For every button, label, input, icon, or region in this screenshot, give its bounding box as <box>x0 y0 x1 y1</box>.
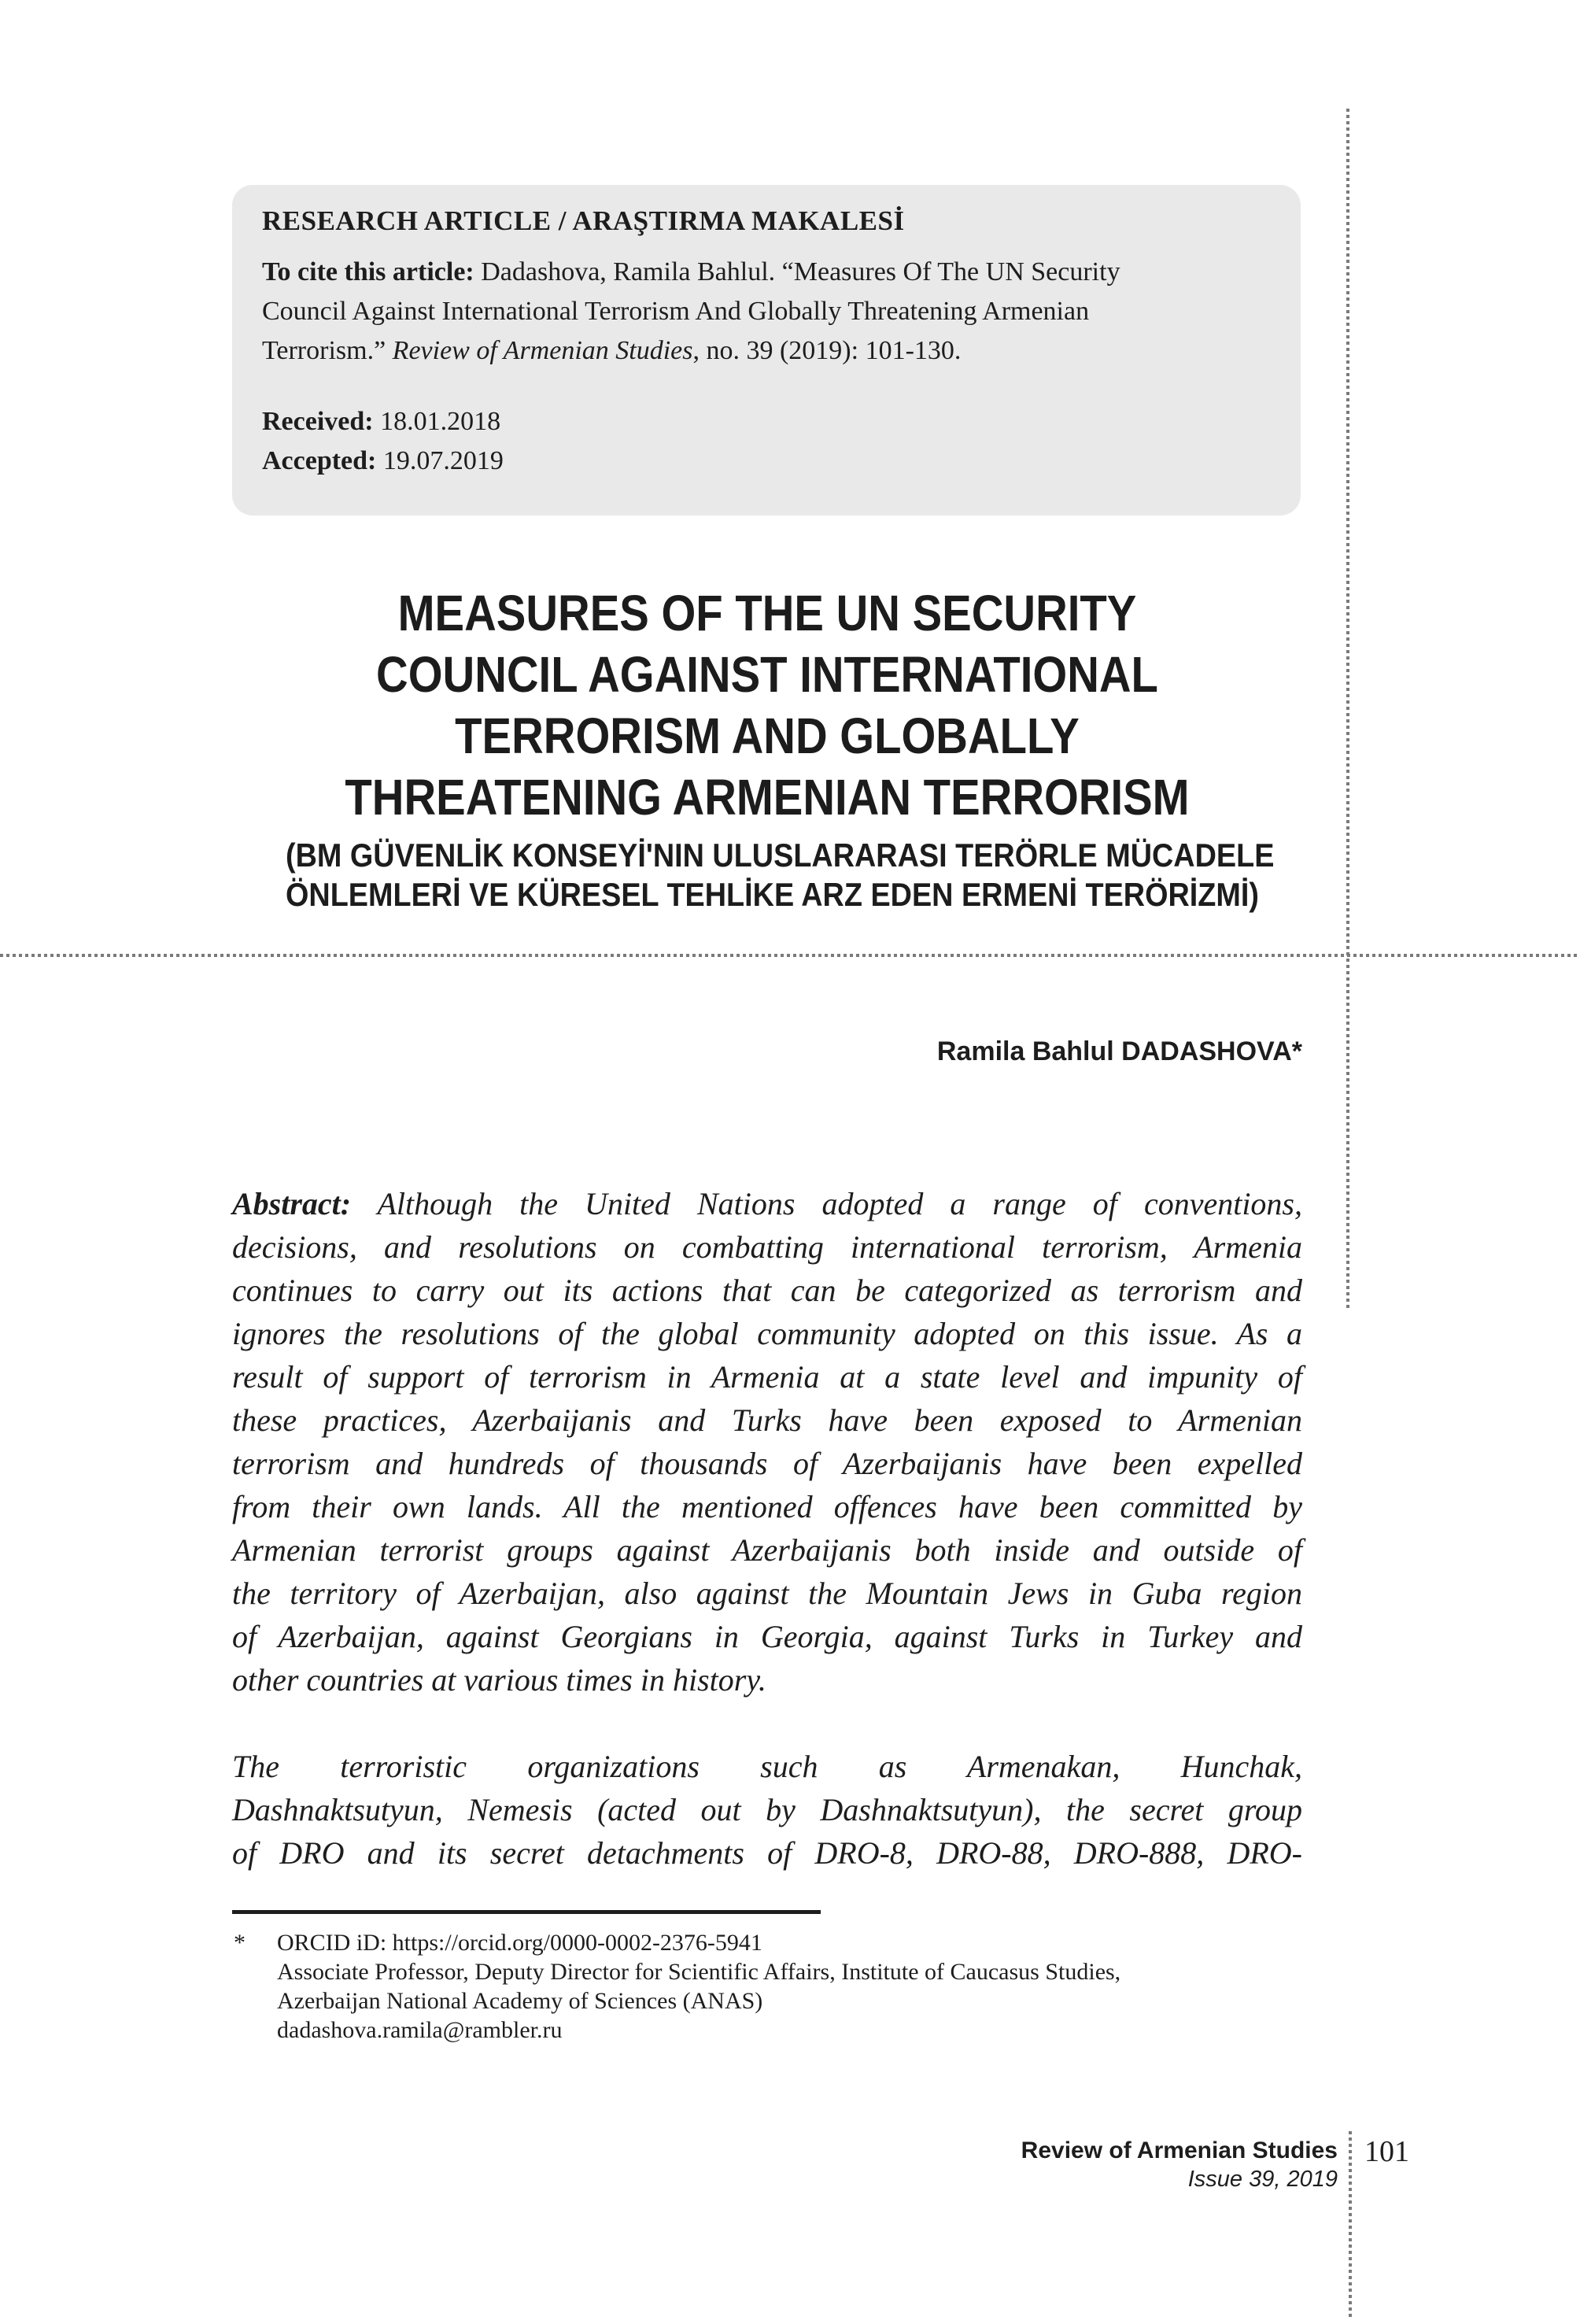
horizontal-dotted-divider <box>0 954 1580 957</box>
accepted-label: Accepted: <box>262 446 377 475</box>
paragraph-line: Dashnaktsutyun, Nemesis (acted out by Dashnaktsutyun), the secret group <box>232 1792 1302 1827</box>
cite-label: To cite this article: <box>262 257 474 286</box>
article-type-header: RESEARCH ARTICLE / ARAŞTIRMA MAKALESİ <box>262 205 905 236</box>
vertical-dotted-rule-top <box>1346 109 1349 1310</box>
footnote-email-line: dadashova.ramila@rambler.ru <box>277 2017 563 2043</box>
footnote-affiliation-line: Associate Professor, Deputy Director for Scientific Affairs, Institute of Caucasus Studies, <box>277 1959 1121 1985</box>
abstract-line: other countries at various times in history. <box>232 1662 766 1698</box>
footnote-marker: * <box>234 1930 245 1956</box>
cite-line-3-pre: Terrorism.” <box>262 336 393 365</box>
abstract-line: from their own lands. All the mentioned offences have been committed by <box>232 1489 1302 1524</box>
abstract-line: these practices, Azerbaijanis and Turks have been exposed to Armenian <box>232 1402 1302 1438</box>
abstract-line: Armenian terrorist groups against Azerbaijanis both inside and outside of <box>232 1532 1302 1568</box>
title-line: THREATENING ARMENIAN TERRORISM <box>345 769 1190 826</box>
abstract-line: continues to carry out its actions that can be categorized as terrorism and <box>232 1273 1302 1308</box>
abstract-line: terrorism and hundreds of thousands of Azerbaijanis have been expelled <box>232 1446 1302 1481</box>
abstract-line <box>232 1182 1302 1225</box>
abstract-line: ignores the resolutions of the global community adopted on this issue. As a <box>232 1316 1302 1351</box>
paragraph-line: The terroristic organizations such as Armenakan, Hunchak, <box>232 1749 1302 1784</box>
received-line <box>262 402 504 442</box>
footnote-text <box>277 1928 1304 2045</box>
received-date: 18.01.2018 <box>373 407 501 436</box>
cite-line-1-rest: Dadashova, Ramila Bahlul. “Measures Of The UN Security <box>474 257 1120 286</box>
vertical-dotted-rule-footer <box>1349 2131 1352 2320</box>
title-line: TERRORISM AND GLOBALLY <box>455 708 1080 764</box>
accepted-line <box>262 442 504 481</box>
abstract-line: result of support of terrorism in Armenia at a state level and impunity of <box>232 1359 1302 1395</box>
citation-line-2: Council Against International Terrorism And Globally Threatening Armenian <box>262 297 1090 326</box>
issue-info: Issue 39, 2019 <box>1187 2167 1338 2192</box>
citation-line-1 <box>262 253 1273 292</box>
subtitle-line: ÖNLEMLERİ VE KÜRESEL TEHLİKE ARZ EDEN ERMENİ TERÖRİZMİ) <box>286 876 1259 913</box>
abstract-label: Abstract: <box>232 1186 352 1221</box>
subtitle-line: (BM GÜVENLİK KONSEYİ'NIN ULUSLARARASI TERÖRLE MÜCADELE <box>286 837 1275 874</box>
citation-line-3 <box>262 331 1273 371</box>
article-type-box <box>232 185 1301 515</box>
manuscript-dates <box>262 402 504 481</box>
paragraph-line: of DRO and its secret detachments of DRO-8, DRO-88, DRO-888, DRO- <box>232 1835 1302 1871</box>
second-paragraph <box>232 1745 1302 1875</box>
footnote <box>232 1928 1304 2045</box>
received-label: Received: <box>262 407 374 436</box>
page-number: 101 <box>1364 2135 1409 2168</box>
citation-text <box>262 253 1273 371</box>
journal-name: Review of Armenian Studies <box>1021 2137 1338 2163</box>
footnote-rule <box>232 1910 821 1914</box>
article-subtitle <box>232 836 1302 914</box>
footnote-institution-line: Azerbaijan National Academy of Sciences (ANAS) <box>277 1988 763 2014</box>
journal-title-italic: Review of Armenian Studies <box>392 336 693 365</box>
title-line: COUNCIL AGAINST INTERNATIONAL <box>376 646 1158 703</box>
footer <box>232 2136 1338 2194</box>
cite-line-3-post: , no. 39 (2019): 101-130. <box>692 336 962 365</box>
title-line: MEASURES OF THE UN SECURITY <box>397 585 1137 641</box>
author-name: Ramila Bahlul DADASHOVA* <box>936 1036 1302 1066</box>
abstract-line: of Azerbaijan, against Georgians in Georgia, against Turks in Turkey and <box>232 1619 1302 1654</box>
accepted-date: 19.07.2019 <box>376 446 504 475</box>
abstract-paragraph <box>232 1182 1302 1701</box>
footnote-orcid-line: ORCID iD: https://orcid.org/0000-0002-2376-5941 <box>277 1930 762 1956</box>
abstract-line: the territory of Azerbaijan, also against the Mountain Jews in Guba region <box>232 1576 1302 1611</box>
abstract-line-1-rest: Although the United Nations adopted a range of conventions, <box>351 1186 1302 1221</box>
abstract-line: decisions, and resolutions on combatting international terrorism, Armenia <box>232 1229 1302 1265</box>
article-title <box>232 582 1302 828</box>
